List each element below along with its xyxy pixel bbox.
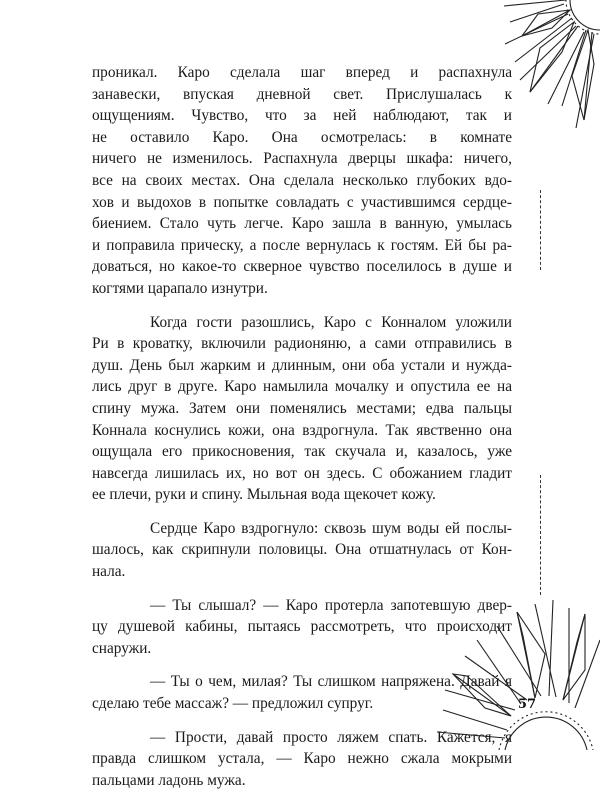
text-line: спину мужа. Затем они поменялись местами; едва пальцы	[92, 399, 512, 417]
text-line: снаружи.	[92, 639, 152, 657]
text-line: хов и выдохов в попытке совладать с участившимся сердце-	[92, 193, 512, 211]
text-line: шалось, как скрипнули половицы. Она отшатнулась от Кон-	[92, 541, 512, 559]
decorative-dash-line-top	[540, 190, 541, 270]
paragraph	[92, 671, 512, 714]
text-line: и поправила прическу, а после вернулась к гостям. Ей бы ра-	[92, 236, 512, 254]
text-line: проникал. Каро сделала шаг вперед и распахнула	[92, 64, 512, 81]
text-line: нала.	[92, 563, 126, 581]
paragraph	[92, 312, 512, 506]
text-line: Коннала коснулись кожи, она вздрогнула. Так явственно она	[92, 421, 512, 439]
paragraph	[92, 62, 512, 300]
text-line: все на своих местах. Она сделала несколько глубоких вдо-	[92, 171, 512, 189]
decorative-dash-line-bottom	[540, 475, 541, 595]
text-line: Сердце Каро вздрогнуло: сквозь шум воды ей послы-	[150, 519, 512, 537]
text-line: ощущениям. Чувство, что за ней наблюдают, так и	[92, 107, 512, 125]
paragraph	[92, 595, 512, 660]
paragraph	[92, 518, 512, 583]
paragraph	[92, 727, 512, 792]
text-column	[92, 62, 512, 803]
text-line: — Ты о чем, милая? Ты слишком напряжена. Давай я	[150, 673, 512, 691]
text-line: лись друг в друге. Каро намылила мочалку и опустила ее на	[92, 378, 512, 396]
text-line: доваться, но какое-то скверное чувство поселилось в душе и	[92, 258, 512, 276]
text-line: биением. Стало чуть легче. Каро зашла в ванную, умылась	[92, 215, 512, 233]
text-line: не оставило Каро. Она осмотрелась: в комнате	[92, 128, 512, 146]
text-line: ее плечи, руки и спину. Мыльная вода щекочет кожу.	[92, 486, 436, 504]
text-line: навсегда лишилась их, но вот он здесь. С обожанием гладит	[92, 464, 512, 482]
text-line: Ри в кроватку, включили радионяню, а сами отправились в	[92, 335, 512, 353]
text-line: — Ты слышал? — Каро протерла запотевшую двер-	[150, 596, 512, 614]
text-line: правда слишком устала, — Каро нежно сжала мокрыми	[92, 750, 512, 768]
text-line: занавески, впуская дневной свет. Прислушалась к	[92, 85, 512, 103]
text-line: душ. День был жарким и длинным, они оба устали и нужда-	[92, 356, 512, 374]
page-number: 57	[517, 697, 536, 712]
text-line: сделаю тебе массаж? — предложил супруг.	[92, 695, 374, 713]
text-line: ощущала его прикосновения, так скучала и, казалось, уже	[92, 443, 512, 461]
text-line: пальцами ладонь мужа.	[92, 771, 246, 789]
text-line: — Прости, давай просто ляжем спать. Кажется, я	[150, 728, 512, 746]
text-line: Когда гости разошлись, Каро с Конналом уложили	[150, 313, 512, 331]
text-line: когтями царапало изнутри.	[92, 279, 268, 297]
text-line: ничего не изменилось. Распахнула дверцы шкафа: ничего,	[92, 150, 512, 168]
text-line: цу душевой кабины, пытаясь рассмотреть, что происходит	[92, 618, 512, 636]
